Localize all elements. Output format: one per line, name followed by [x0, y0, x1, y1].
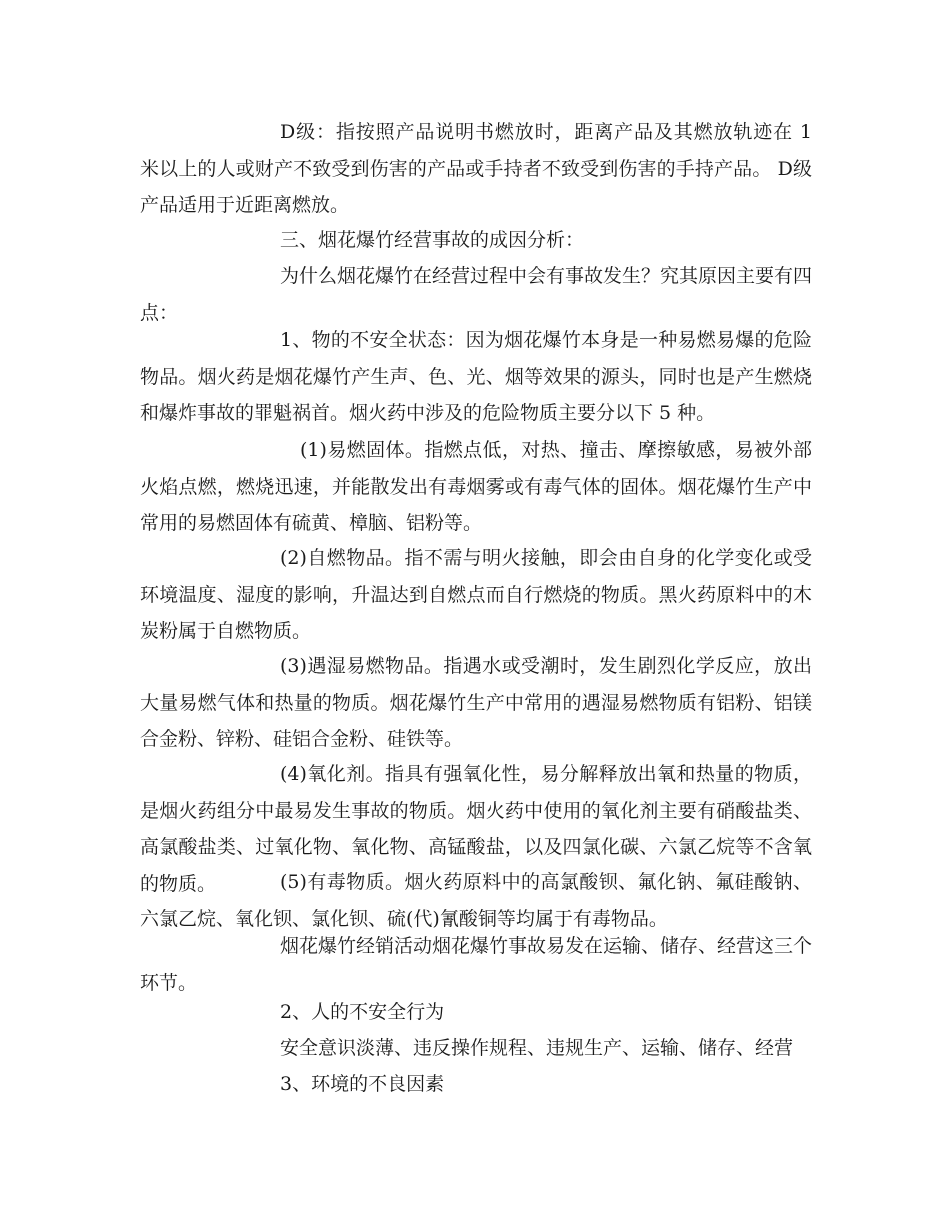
heading-unsafe-behavior: 2、人的不安全行为 — [280, 1001, 445, 1023]
paragraph-flammable-solids: (1)易燃固体。指燃点低，对热、撞击、摩擦敏感，易被外部火焰点燃，燃烧迅速，并能散发出有毒烟雾或有毒气体的固体。烟花爆竹生产中常用的易燃固体有硫黄、樟脑、铝粉等。 — [140, 439, 812, 534]
section-heading-causes: 三、烟花爆竹经营事故的成因分析： — [280, 229, 585, 251]
paragraph-spontaneous-combustion: (2)自燃物品。指不需与明火接触，即会由自身的化学变化或受环境温度、湿度的影响，升温达到自燃点而自行燃烧的物质。黑火药原料中的木炭粉属于自燃物质。 — [140, 547, 812, 642]
paragraph-water-reactive: (3)遇湿易燃物品。指遇水或受潮时，发生剧烈化学反应，放出大量易燃气体和热量的物质。烟花爆竹生产中常用的遇湿易燃物质有铝粉、铝镁合金粉、锌粉、硅铝合金粉、硅铁等。 — [140, 655, 812, 750]
paragraph-d-grade: D级：指按照产品说明书燃放时，距离产品及其燃放轨迹在 1 米以上的人或财产不致受到伤害的产品或手持者不致受到伤害的手持产品。 D级产品适用于近距离燃放。 — [140, 121, 812, 216]
paragraph-unsafe-state: 1、物的不安全状态：因为烟花爆竹本身是一种易燃易爆的危险物品。烟火药是烟花爆竹产生声、色、光、烟等效果的源头，同时也是产生燃烧和爆炸事故的罪魁祸首。烟火药中涉及的危险物质主要分以下 5 种。 — [140, 329, 812, 424]
heading-environment-factors: 3、环境的不良因素 — [280, 1073, 445, 1095]
paragraph-oxidizers: (4)氧化剂。指具有强氧化性，易分解释放出氧和热量的物质，是烟火药组分中最易发生事故的物质。烟火药中使用的氧化剂主要有硝酸盐类、高氯酸盐类、过氧化物、氧化物、高锰酸盐，以及四氯化碳、六氯乙烷等不含氧的物质。 — [140, 763, 812, 895]
paragraph-toxic-substances: (5)有毒物质。烟火药原料中的高氯酸钡、氟化钠、氟硅酸钠、六氯乙烷、氧化钡、氯化钡、硫(代)氰酸铜等均属于有毒物品。 — [140, 871, 812, 930]
paragraph-why-accidents: 为什么烟花爆竹在经营过程中会有事故发生？究其原因主要有四点： — [140, 265, 813, 324]
paragraph-sales-stages: 烟花爆竹经销活动烟花爆竹事故易发在运输、储存、经营这三个环节。 — [140, 935, 813, 994]
line-unsafe-behavior-items: 安全意识淡薄、违反操作规程、违规生产、运输、储存、经营 — [280, 1037, 794, 1059]
